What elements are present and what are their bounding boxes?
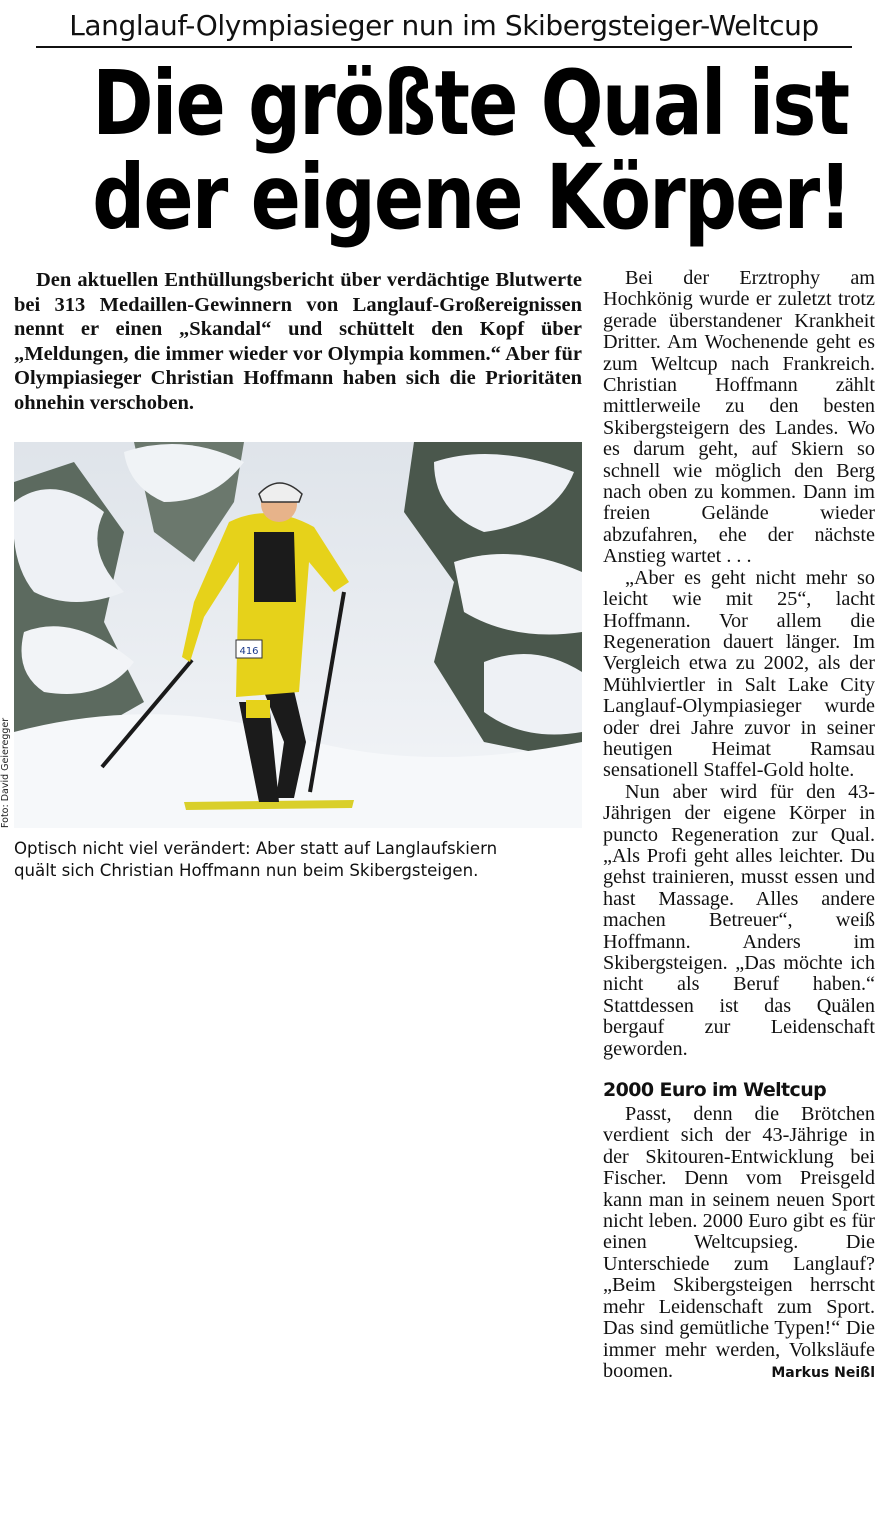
headline-line-1: Die größte Qual ist (92, 51, 849, 155)
bib-number: 416 (239, 646, 259, 657)
photo-credit (0, 700, 14, 830)
body-paragraph-3: Nun aber wird für den 43-Jährigen der eigene Körper in puncto Regeneration zur Qual. „Als Profi geht alles leichter. Du gehst trainieren, musst essen und hast Massage. Alles andere machen Betreuer“, weiß Hoffmann. Anders im Skibergsteigen. „Das möchte ich nicht als Beruf haben.“ Stattdessen ist das Quälen bergauf zur Leidenschaft geworden. (603, 780, 875, 1060)
body-paragraph-1: Bei der Erztrophy am Hochkönig wurde er zuletzt trotz gerade überstandener Krankheit Dritter. Am Wochenende geht es zum Weltcup nach Frankreich. Christian Hoffmann zählt mittlerweile zu den besten Skibergsteigern des Landes. Wo es darum geht, auf Skiern so schnell wie möglich den Berg nach oben zu kommen. Dann im freien Gelände wieder abzufahren, ehe der nächste Anstieg wartet . . . (603, 267, 875, 568)
body-paragraph-4 (603, 1104, 875, 1382)
headline-line-2: der eigene Körper! (92, 145, 851, 249)
article-photo (14, 442, 582, 828)
photo-credit-text: Foto: David Geieregger (0, 717, 11, 828)
article-body-column (603, 268, 875, 1384)
article-byline: Markus Neißl (771, 1364, 875, 1381)
article-headline (20, 51, 870, 249)
photo-caption (14, 838, 582, 882)
article-subhead: 2000 Euro im Weltcup (603, 1079, 827, 1102)
article-lead: Den aktuellen Enthüllungsbericht über verdächtige Blutwerte bei 313 Medaillen-Gewinnern von Langlauf-Großereignissen nennt er einen „Skandal“ und schüttelt den Kopf über „Meldungen, die immer wieder vor Olympia kommen.“ Aber für Olympiasieger Christian Hoffmann haben sich die Prioritäten ohnehin verschoben. (14, 269, 582, 414)
caption-line-2: quält sich Christian Hoffmann nun beim Skibergsteigen. (14, 861, 479, 880)
skier-photo-illustration (14, 442, 582, 828)
article-kicker: Langlauf-Olympiasieger nun im Skibergsteiger-Weltcup (36, 8, 852, 48)
body-paragraph-2: „Aber es geht nicht mehr so leicht wie mit 25“, lacht Hoffmann. Vor allem die Regeneration dauert länger. Im Vergleich etwa zu 2002, als der Mühlviertler in Salt Lake City Langlauf-Olympiasieger wurde oder drei Jahre zuvor in seiner heutigen Heimat Ramsau sensationell Staffel-Gold holte. (603, 566, 875, 782)
caption-line-1: Optisch nicht viel verändert: Aber statt auf Langlaufskiern (14, 839, 498, 858)
body-paragraph-4-text: Passt, denn die Brötchen verdient sich der 43-Jährige in der Skitouren-Entwicklung bei Fischer. Denn vom Preisgeld kann man in seinem neuen Sport nicht leben. 2000 Euro gibt es für einen Weltcupsieg. Die Unterschiede zum Langlauf? „Beim Skibergsteigen herrscht mehr Leidenschaft zum Sport. Das sind gemütliche Typen!“ Die immer mehr werden, Volksläufe boomen. (603, 1103, 875, 1382)
